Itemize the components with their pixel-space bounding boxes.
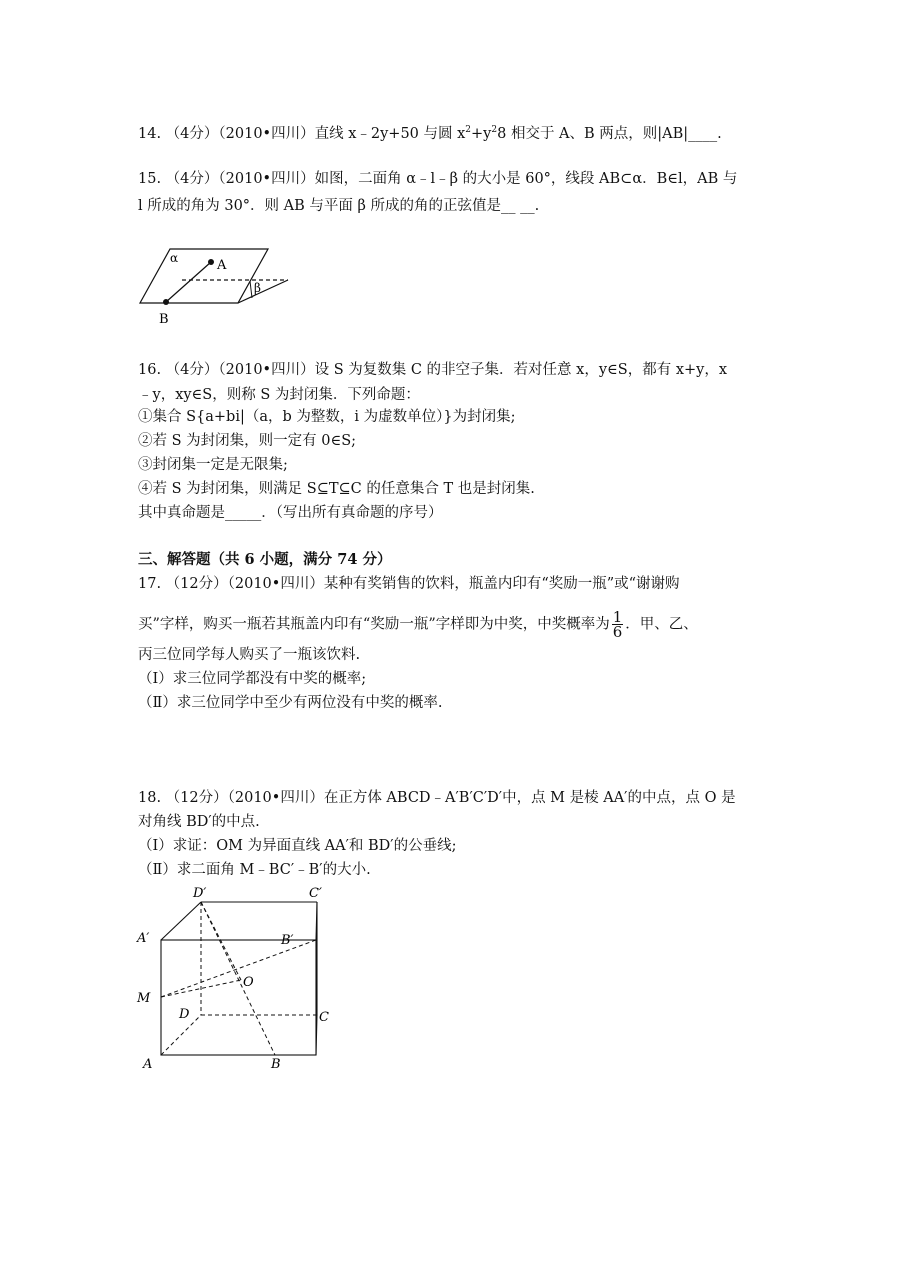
question-16-line-7: 其中真命题是_____．（写出所有真命题的序号） [138, 505, 443, 521]
angle-arc-mark [250, 281, 252, 298]
question-18-line-1: 18. （12分）（2010•四川）在正方体 ABCD﹣A′B′C′D′中，点 M 是棱 AA′的中点，点 O 是 [138, 790, 736, 806]
question-16-line-2: ﹣y，xy∈S，则称 S 为封闭集．下列命题： [138, 387, 420, 403]
question-16-item-3: ③封闭集一定是无限集; [138, 457, 288, 473]
label-a1: A′ [137, 931, 150, 946]
segment-ab [166, 262, 211, 302]
q14-exponent-1: 2 [465, 125, 472, 135]
label-a: A [143, 1057, 153, 1072]
question-16-line-1: 16. （4分）（2010•四川）设 S 为复数集 C 的非空子集．若对任意 x，y∈S，都有 x+y，x [138, 362, 728, 378]
label-b: B [159, 312, 169, 327]
question-18-part-2: （Ⅱ）求二面角 M﹣BC′﹣B′的大小. [138, 862, 371, 878]
label-d1: D′ [193, 886, 207, 901]
q14-text-c: 8 相交于 A、B 两点，则|AB|____. [497, 126, 722, 142]
question-17-part-1: （Ⅰ）求三位同学都没有中奖的概率; [138, 671, 367, 687]
label-c: C [319, 1010, 329, 1025]
question-16-item-1: ①集合 S{a+bi|（a，b 为整数，i 为虚数单位）}为封闭集; [138, 409, 516, 425]
question-15-line-1: 15. （4分）（2010•四川）如图，二面角 α﹣l﹣β 的大小是 60°，线段 AB⊂α．B∈l，AB 与 [138, 171, 738, 187]
question-15-line-2: l 所成的角为 30°．则 AB 与平面 β 所成的角的正弦值是__ __. [138, 198, 540, 214]
question-18-line-2: 对角线 BD′的中点. [138, 814, 260, 830]
fraction-denominator: 6 [612, 623, 623, 641]
plane-alpha [140, 249, 268, 303]
label-d: D [179, 1007, 190, 1022]
q17-text-b: ．甲、乙、 [625, 616, 698, 633]
cube-figure [135, 880, 345, 1080]
plane-beta-right [238, 280, 288, 303]
front-face [161, 940, 316, 1055]
q14-exponent-2: 2 [491, 125, 498, 135]
question-14 [138, 121, 722, 143]
label-b: B [271, 1057, 281, 1072]
label-m: M [137, 991, 151, 1006]
label-o: O [243, 975, 254, 990]
probability-fraction [612, 610, 624, 639]
edge-a1d1 [161, 902, 201, 940]
fraction-numerator: 1 [612, 608, 623, 626]
segment-d1o [201, 902, 241, 980]
label-alpha: α [170, 251, 179, 265]
label-c1: C′ [309, 886, 322, 901]
question-16-item-4: ④若 S 为封闭集，则满足 S⊆T⊆C 的任意集合 T 也是封闭集. [138, 481, 535, 497]
diagonal-bd1 [201, 902, 275, 1055]
point-b [163, 299, 169, 305]
question-18-part-1: （Ⅰ）求证：OM 为异面直线 AA′和 BD′的公垂线; [138, 838, 457, 854]
question-17-line-3: 丙三位同学每人购买了一瓶该饮料. [138, 647, 361, 663]
q17-text-a: 买”字样，购买一瓶若其瓶盖内印有“奖励一瓶”字样即为中奖，中奖概率为 [138, 616, 610, 633]
question-17-part-2: （Ⅱ）求三位同学中至少有两位没有中奖的概率. [138, 695, 443, 711]
question-17-line-2 [138, 610, 698, 639]
label-a: A [217, 258, 227, 273]
label-beta: β [254, 281, 261, 295]
question-16-item-2: ②若 S 为封闭集，则一定有 0∈S; [138, 433, 357, 449]
point-a [208, 259, 214, 265]
q14-text-b: +y [471, 126, 492, 142]
segment-mb1 [161, 940, 316, 997]
label-b1: B′ [281, 933, 294, 948]
q14-text-a: 14. （4分）（2010•四川）直线 x﹣2y+50 与圆 x [138, 126, 466, 142]
section-3-heading: 三、解答题（共 6 小题，满分 74 分） [138, 551, 392, 568]
dihedral-angle-figure [130, 240, 300, 330]
question-17-line-1: 17. （12分）（2010•四川）某种有奖销售的饮料，瓶盖内印有“奖励一瓶”或“谢谢购 [138, 576, 680, 592]
